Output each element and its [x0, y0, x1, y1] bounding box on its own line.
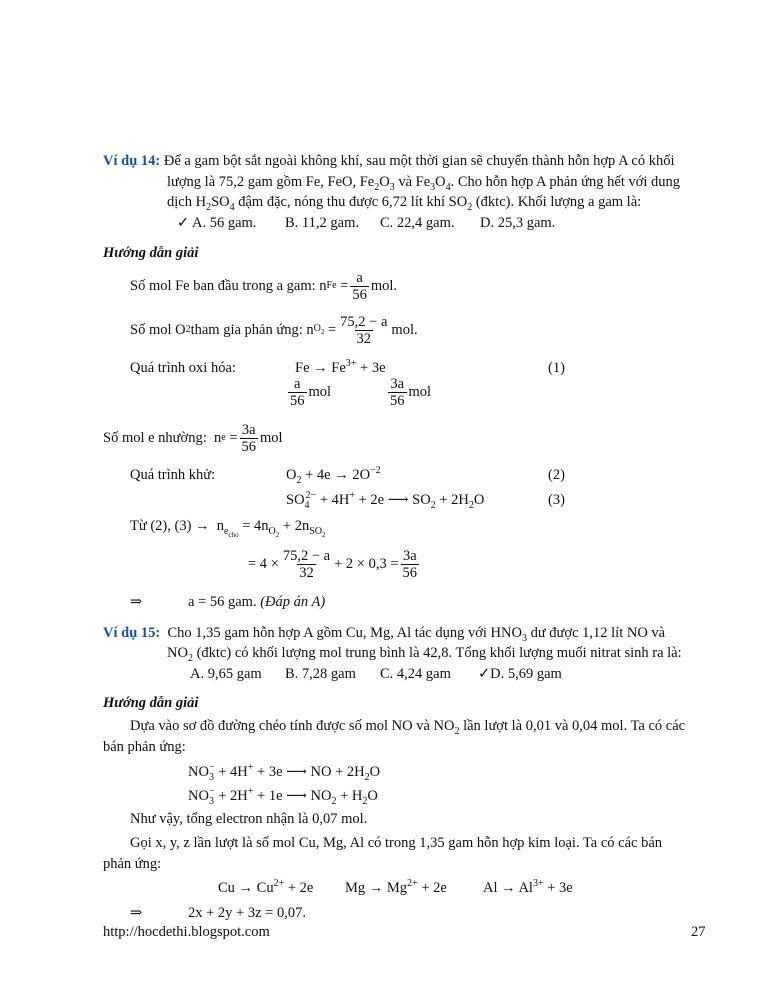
- example-14-label: Ví dụ 14:: [103, 153, 161, 169]
- mol-fe-line: Số mol Fe ban đầu trong a gam: n Fe = $\frac{a}{56}$ mol.: [130, 269, 398, 303]
- solution-15-para-2: Như vậy, tổng electron nhận là 0,07 mol.: [130, 811, 368, 827]
- reaction-mg: $Mg \to Mg^{2+} + 2e$: [345, 878, 447, 896]
- example-14-line-3: dịch $H_2SO_4$ đậm đặc, nóng thu được 6,72 lít khí $SO_2$ (đktc). Khối lượng a gam là:: [167, 194, 642, 213]
- solution-15-para-1-line-2: bán phản ứng:: [103, 739, 186, 755]
- reduction-equation-2: $O_2 + 4e \to 2O^{-2}$: [286, 465, 381, 486]
- solution-14-heading: Hướng dẫn giải: [103, 245, 199, 261]
- reduction-label: Quá trình khử:: [130, 467, 216, 483]
- balance-equation: = 4 × $\frac{75,2 - a}{32}$ + 2 × 0,3 = $\frac{3a}{56}$: [248, 547, 418, 581]
- mol-o2-line: Số mol O 2 tham gia phản ứng: n $O_2$ = $\frac{75,2 - a}{32}$ mol.: [130, 313, 418, 347]
- solution-15-para-1-line-1: Dựa vào sơ đồ đường chéo tính được số mol NO và $NO_2$ lần lượt là 0,01 và 0,04 mol. Ta có các: [130, 718, 686, 737]
- oxidation-e-mol: $\frac{3a}{56}$ mol: [390, 375, 432, 409]
- example-15-line-2: $NO_2$ (đktc) có khối lượng mol trung bình là 42,8. Tổng khối lượng muối nitrat sinh ra là:: [167, 645, 682, 664]
- example-15-option-a: A. 9,65 gam: [190, 666, 262, 682]
- example-15-option-b: B. 7,28 gam: [285, 666, 356, 682]
- fraction-o2: $\frac{75,2 - a}{32}$: [340, 313, 388, 347]
- electron-given-line: Số mol e nhường: n e = $\frac{3a}{56}$ mol: [103, 421, 283, 455]
- reaction-cu: $Cu \to Cu^{2+} + 2e$: [218, 878, 314, 896]
- reaction-no: $NO_3^- + 4H^+ + 3e$ ⟶ NO + $2H_2O$: [188, 762, 381, 783]
- equation-number-1: (1): [548, 360, 565, 376]
- result-arrow: ⇒: [130, 594, 143, 610]
- page-number: 27: [691, 924, 706, 940]
- oxidation-label: Quá trình oxi hóa:: [130, 360, 236, 376]
- example-14-line-2: lượng là 75,2 gam gồm Fe, FeO, $Fe_2O_3$ và $Fe_3O_4$. Cho hỗn hợp A phản ứng hết với dung: [167, 174, 681, 193]
- reduction-equation-3: $SO_4^{2-} + 4H^+ + 2e$ ⟶ $SO_2 + 2H_2O$: [286, 490, 485, 511]
- oxidation-fe-mol: $\frac{a}{56}$ mol: [290, 375, 332, 409]
- example-15-line-1: Ví dụ 15: Cho 1,35 gam hỗn hợp A gồm Cu, Mg, Al tác dụng với $HNO_3$ dư được 1,12 lít NO và: [103, 625, 666, 644]
- example-14-option-c: C. 22,4 gam.: [380, 215, 455, 231]
- example-14-option-a: ✓ A. 56 gam.: [177, 215, 257, 231]
- final-equation: 2x + 2y + 3z = 0,07.: [188, 905, 306, 921]
- from-equations-line: Từ (2), $(3) \to n_{e_{cho}} = 4n_{O_2} + 2n_{SO_2}$: [130, 518, 326, 539]
- example-15-option-d: ✓D. 5,69 gam: [478, 666, 562, 682]
- equation-number-3: (3): [548, 492, 565, 508]
- result-line: a = 56 gam. (Đáp án A): [188, 594, 326, 610]
- solution-15-para-3-line-2: phản ứng:: [103, 856, 162, 872]
- final-arrow: ⇒: [130, 905, 143, 921]
- fraction-a-56: $\frac{a}{56}$: [352, 269, 367, 303]
- footer-url[interactable]: http://hocdethi.blogspot.com: [103, 924, 270, 940]
- equation-number-2: (2): [548, 467, 565, 483]
- example-14-option-d: D. 25,3 gam.: [480, 215, 556, 231]
- solution-15-heading: Hướng dẫn giải: [103, 695, 199, 711]
- example-15-label: Ví dụ 15:: [103, 625, 161, 641]
- solution-15-para-3-line-1: Gọi x, y, z lần lượt là số mol Cu, Mg, Al có trong 1,35 gam hỗn hợp kim loại. Ta có các bán: [130, 835, 663, 851]
- example-15-option-c: C. 4,24 gam: [380, 666, 451, 682]
- example-14-option-b: B. 11,2 gam.: [285, 215, 359, 231]
- example-14-line-1: Ví dụ 14: Để a gam bột sắt ngoài không khí, sau một thời gian sẽ chuyển thành hỗn hợp A có khối: [103, 153, 675, 169]
- oxidation-equation: $Fe \to Fe^{3+} + 3e$: [295, 358, 386, 376]
- reaction-no2: $NO_3^- + 2H^+ + 1e$ ⟶ $NO_2 + H_2O$: [188, 786, 378, 807]
- answer-label: (Đáp án A): [260, 594, 326, 610]
- reaction-al: $Al \to Al^{3+} + 3e$: [483, 878, 573, 896]
